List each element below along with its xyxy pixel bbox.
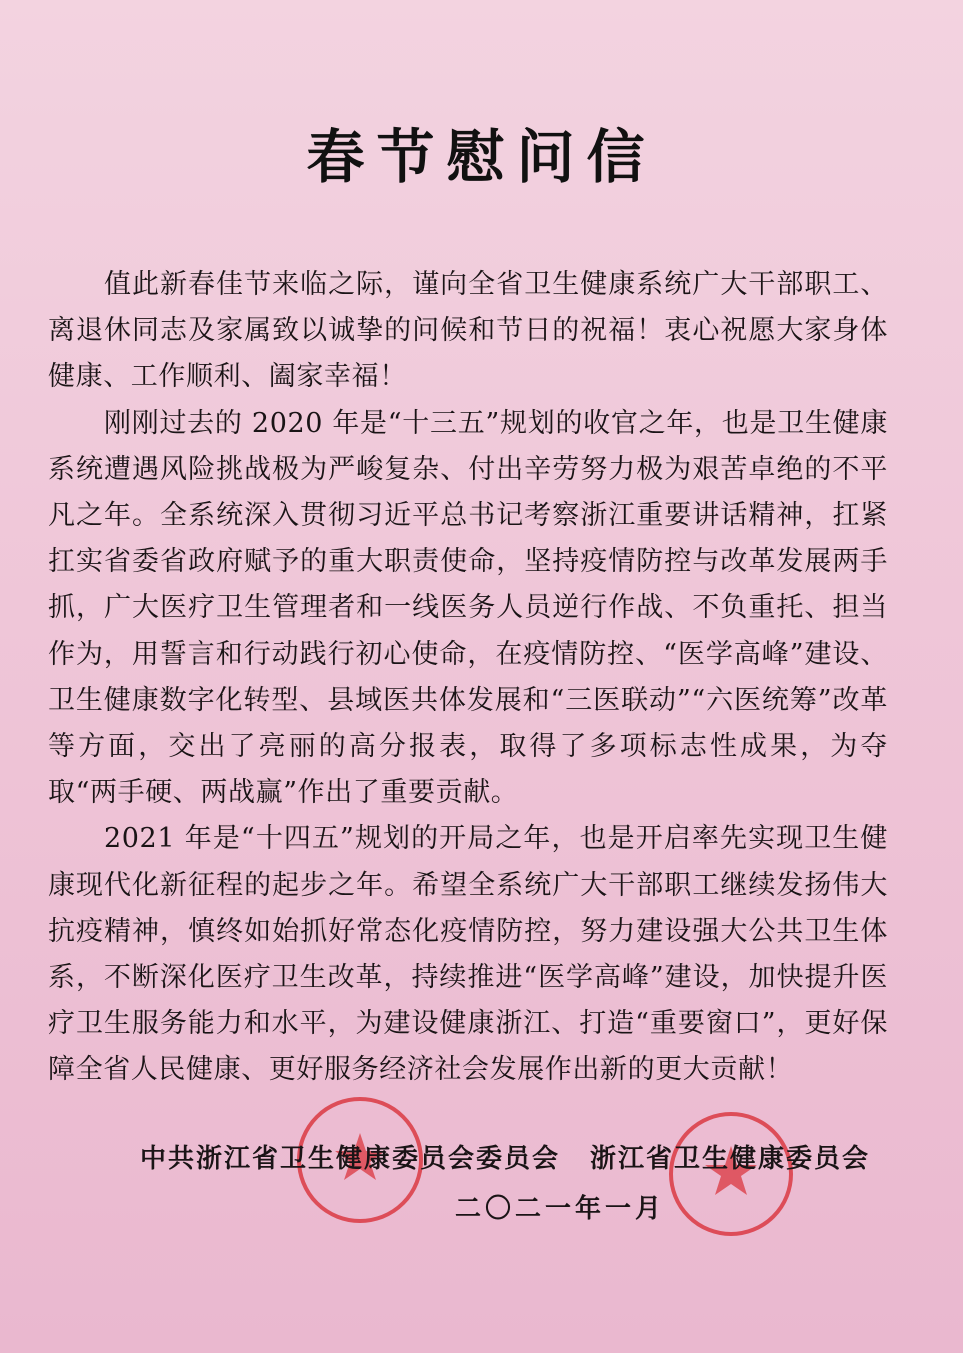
- letter-date: 二〇二一年一月: [455, 1194, 666, 1224]
- signatory-party-committee: 中共浙江省卫生健康委员会委员会: [140, 1144, 561, 1174]
- paragraph-3: 2021 年是“十四五”规划的开局之年，也是开启率先实现卫生健康现代化新征程的起步之年。希望全系统广大干部职工继续发扬伟大抗疫精神，慎终如始抓好常态化疫情防控，努力建设强大公共卫生体系，不断深化医疗卫生改革，持续推进“医学高峰”建设，加快提升医疗卫生服务能力和水平，为建设健康浙江、打造“重要窗口”，更好保障全省人民健康、更好服务经济社会发展作出新的更大贡献！: [48, 823, 888, 1086]
- paragraph-1: 值此新春佳节来临之际，谨向全省卫生健康系统广大干部职工、离退休同志及家属致以诚挚的问候和节日的祝福！衷心祝愿大家身体健康、工作顺利、阖家幸福！: [48, 269, 888, 393]
- letter-title: 春节慰问信: [306, 123, 657, 191]
- paragraph-2: 刚刚过去的 2020 年是“十三五”规划的收官之年，也是卫生健康系统遭遇风险挑战极为严峻复杂、付出辛劳努力极为艰苦卓绝的不平凡之年。全系统深入贯彻习近平总书记考察浙江重要讲话精神，扛紧扛实省委省政府赋予的重大职责使命，坚持疫情防控与改革发展两手抓，广大医疗卫生管理者和一线医务人员逆行作战、不负重托、担当作为，用誓言和行动践行初心使命，在疫情防控、“医学高峰”建设、卫生健康数字化转型、县域医共体发展和“三医联动”“六医统筹”改革等方面，交出了亮丽的高分报表，取得了多项标志性成果，为夺取“两手硬、两战赢”作出了重要贡献。: [48, 407, 888, 809]
- signatories: [140, 1138, 870, 1175]
- signatory-health-commission: 浙江省卫生健康委员会: [589, 1144, 870, 1174]
- letter-body: [48, 262, 888, 1094]
